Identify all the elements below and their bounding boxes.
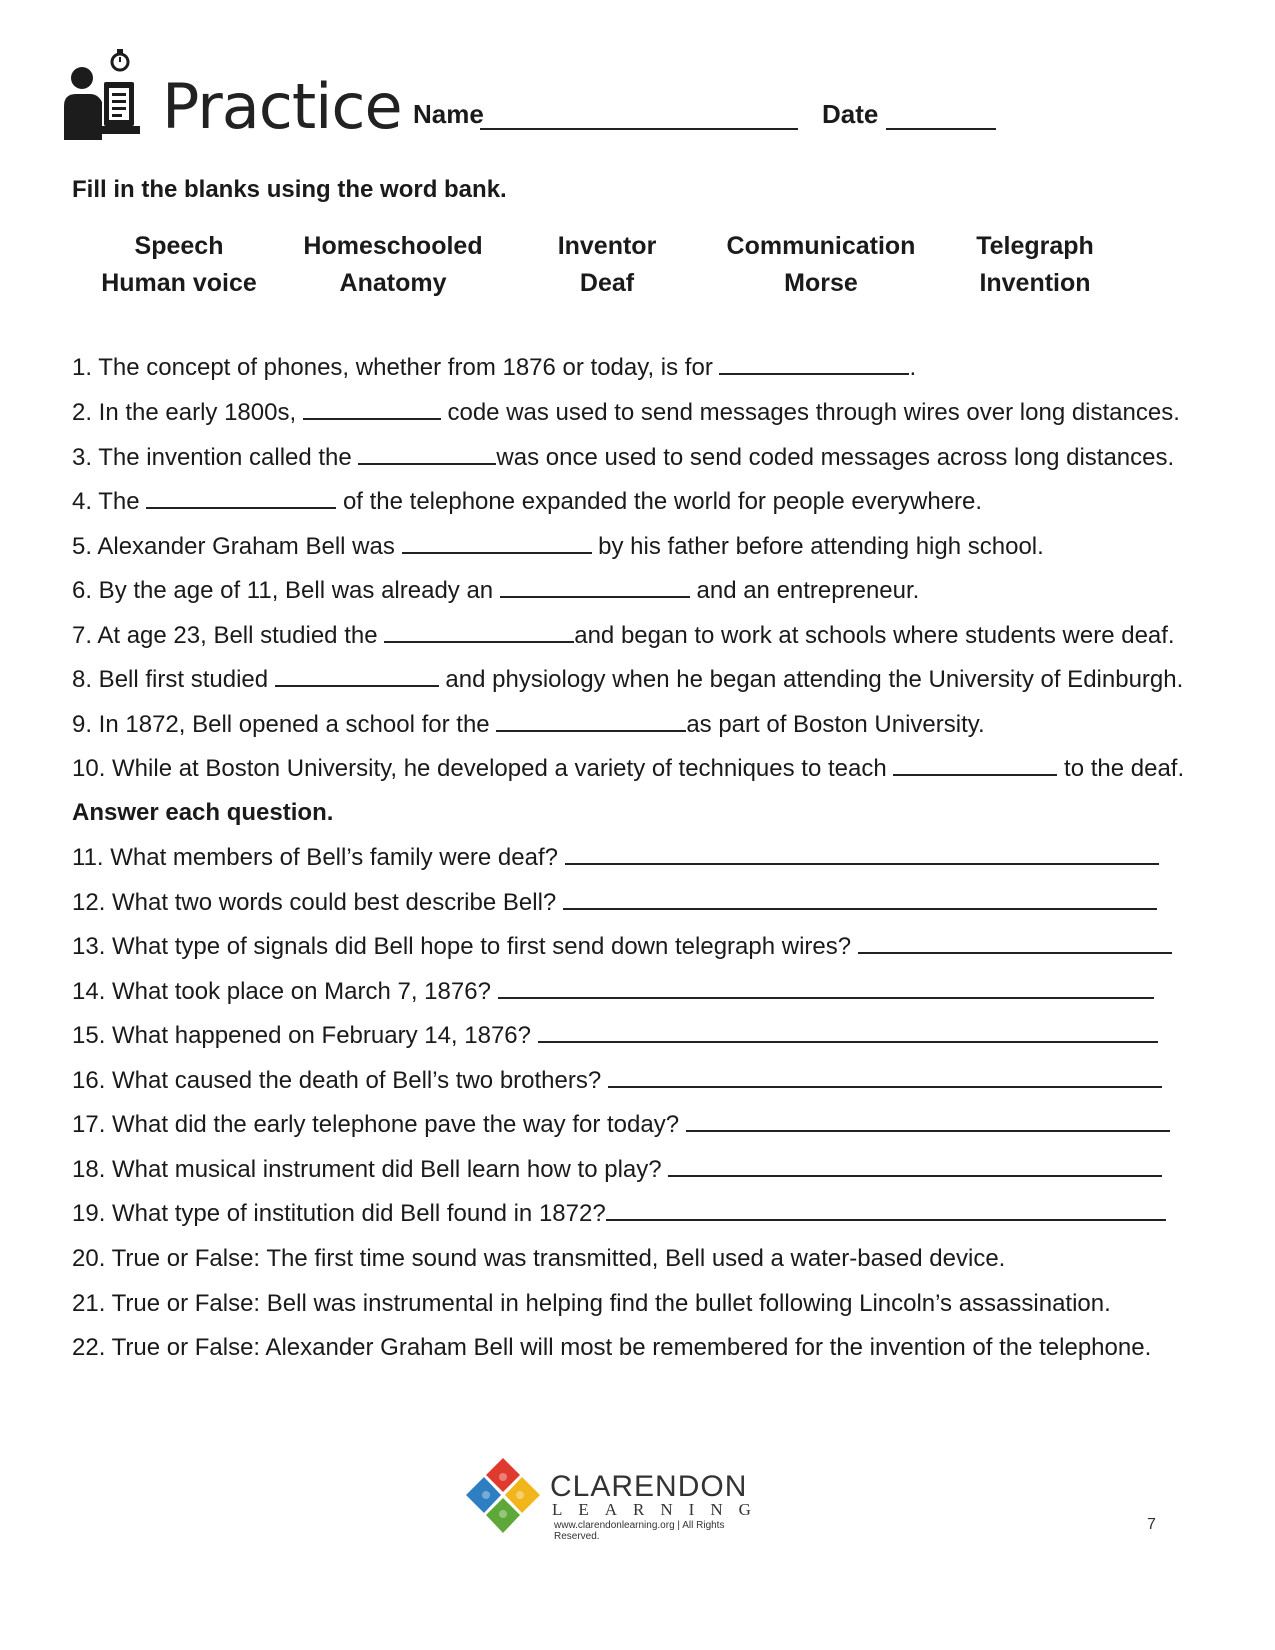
fill-blank-question: 8. Bell first studied and physiology when he began attending the University of Edinburgh. — [72, 666, 1184, 693]
short-answer-question: 16. What caused the death of Bell’s two brothers? — [72, 1066, 1162, 1096]
fill-blank-question: 5. Alexander Graham Bell was by his father before attending high school. — [72, 533, 1044, 560]
word-bank-word: Inventor — [557, 232, 657, 260]
answer-blank[interactable] — [496, 710, 686, 732]
word-bank-column — [928, 228, 1142, 302]
fill-blank-question: 10. While at Boston University, he developed a variety of techniques to teach to the deaf. — [72, 755, 1185, 782]
name-field[interactable] — [480, 128, 798, 130]
fill-blank-question: 4. The of the telephone expanded the world for people everywhere. — [72, 488, 983, 515]
answer-line[interactable] — [538, 1021, 1158, 1043]
fill-blank-question: 2. In the early 1800s, code was used to send messages through wires over long distances. — [72, 399, 1180, 426]
puzzle-logo-icon — [462, 1456, 544, 1536]
page-number: 7 — [1147, 1516, 1156, 1533]
fill-blank-question: 7. At age 23, Bell studied the and began to work at schools where students were deaf. — [72, 622, 1175, 649]
brand-subtitle: LEARNING — [552, 1500, 767, 1519]
clarendon-logo — [462, 1450, 767, 1542]
word-bank-word: Morse — [784, 269, 858, 297]
name-label: Name — [413, 99, 484, 129]
answer-blank[interactable] — [358, 443, 496, 465]
short-answer-question: 13. What type of signals did Bell hope to first send down telegraph wires? — [72, 932, 1172, 962]
word-bank-word: Deaf — [579, 269, 635, 297]
true-false-question: 21. True or False: Bell was instrumental in helping find the bullet following Lincoln’s assassination. — [72, 1290, 1111, 1317]
word-bank-column — [714, 228, 928, 302]
worksheet-header — [62, 48, 1212, 148]
answer-line[interactable] — [686, 1110, 1170, 1132]
brand-url: www.clarendonlearning.org | All Rights Reserved. — [554, 1520, 725, 1542]
answer-line[interactable] — [606, 1199, 1166, 1221]
word-bank-column — [286, 228, 500, 302]
answer-line[interactable] — [498, 977, 1154, 999]
answer-blank[interactable] — [402, 532, 592, 554]
answer-blank[interactable] — [146, 487, 336, 509]
word-bank-word: Telegraph — [976, 232, 1094, 260]
fill-blank-question: 6. By the age of 11, Bell was already an and an entrepreneur. — [72, 577, 920, 604]
short-answer-question: 18. What musical instrument did Bell learn how to play? — [72, 1155, 1162, 1185]
answer-section-title: Answer each question. — [72, 799, 334, 826]
short-answer-question: 14. What took place on March 7, 1876? — [72, 977, 1154, 1007]
short-answer-question: 17. What did the early telephone pave the way for today? — [72, 1110, 1170, 1140]
answer-blank[interactable] — [893, 754, 1057, 776]
word-bank-word: Anatomy — [339, 269, 447, 297]
short-answer-question: 11. What members of Bell’s family were deaf? — [72, 843, 1159, 873]
instructions: Fill in the blanks using the word bank. — [72, 176, 507, 203]
date-label: Date — [822, 99, 879, 129]
word-bank-column — [72, 228, 286, 302]
word-bank-column — [500, 228, 714, 302]
true-false-question: 22. True or False: Alexander Graham Bell will most be remembered for the invention of the telephone. — [72, 1334, 1152, 1361]
word-bank — [72, 228, 1144, 308]
word-bank-word: Speech — [134, 232, 224, 260]
answer-blank[interactable] — [384, 621, 574, 643]
answer-line[interactable] — [563, 888, 1157, 910]
short-answer-question: 15. What happened on February 14, 1876? — [72, 1021, 1158, 1051]
answer-blank[interactable] — [275, 665, 439, 687]
word-bank-word: Communication — [726, 232, 916, 260]
short-answer-question: 12. What two words could best describe Bell? — [72, 888, 1157, 918]
fill-blank-question: 3. The invention called the was once used to send coded messages across long distances. — [72, 444, 1175, 471]
word-bank-word: Human voice — [101, 269, 257, 297]
answer-line[interactable] — [565, 843, 1159, 865]
date-field[interactable] — [886, 128, 996, 130]
answer-line[interactable] — [608, 1066, 1162, 1088]
true-false-question: 20. True or False: The first time sound was transmitted, Bell used a water-based device. — [72, 1245, 1006, 1272]
word-bank-word: Homeschooled — [303, 232, 483, 260]
answer-blank[interactable] — [500, 576, 690, 598]
answer-line[interactable] — [668, 1155, 1162, 1177]
answer-blank[interactable] — [719, 353, 909, 375]
word-bank-word: Invention — [979, 269, 1091, 297]
short-answer-question: 19. What type of institution did Bell found in 1872? — [72, 1199, 1166, 1229]
answer-blank[interactable] — [303, 398, 441, 420]
fill-blank-question: 1. The concept of phones, whether from 1876 or today, is for . — [72, 354, 917, 381]
brand-name: CLARENDON — [550, 1470, 748, 1503]
page-title: Practice — [162, 70, 402, 143]
fill-blank-question: 9. In 1872, Bell opened a school for the as part of Boston University. — [72, 711, 985, 738]
answer-line[interactable] — [858, 932, 1172, 954]
student-practice-icon — [62, 48, 140, 144]
